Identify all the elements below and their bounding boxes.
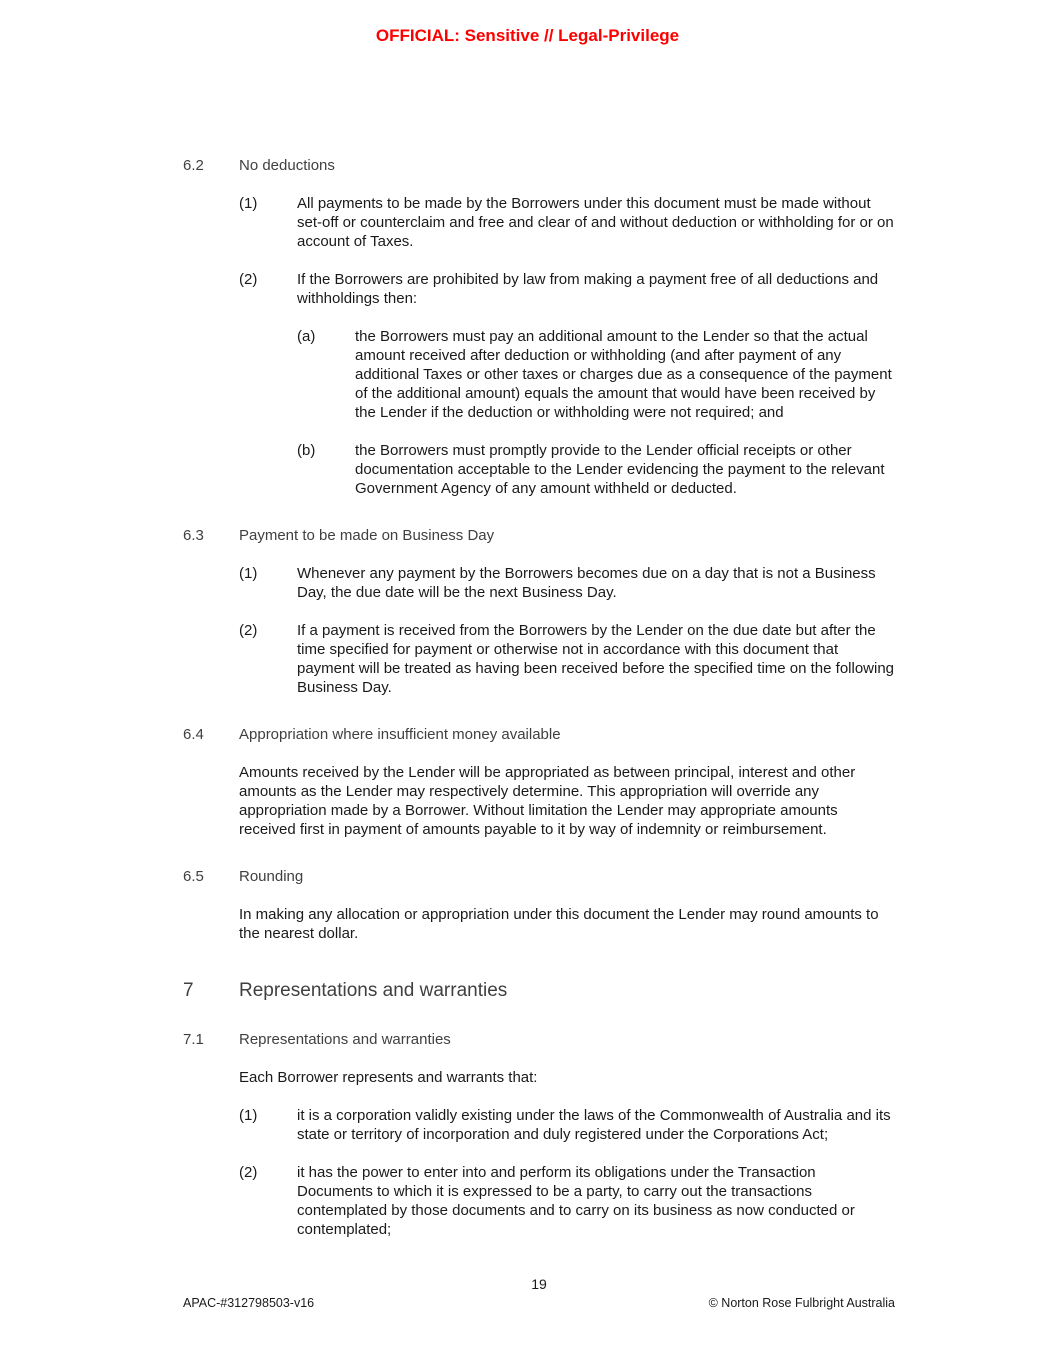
- clause-text: If the Borrowers are prohibited by law from making a payment free of all deductions and withholdings then:: [297, 271, 879, 307]
- clause-number: (2): [239, 622, 258, 639]
- section-heading-6-4: [183, 725, 895, 744]
- clause-number: (1): [239, 565, 258, 582]
- clause-6-2-1: [239, 194, 895, 251]
- clause-6-3-2: [239, 621, 895, 697]
- section-number: 6.3: [183, 527, 204, 544]
- section-number: 6.4: [183, 726, 204, 743]
- section-title: No deductions: [239, 157, 335, 174]
- section-heading-6-5: [183, 867, 895, 886]
- page-number: 19: [531, 1276, 547, 1292]
- clause-6-5-body: In making any allocation or appropriation under this document the Lender may round amounts to the nearest dollar.: [239, 906, 879, 942]
- section-number: 7: [183, 980, 194, 1001]
- clause-number: (a): [297, 328, 316, 345]
- clause-number: (1): [239, 1107, 258, 1124]
- clause-text: the Borrowers must pay an additional amount to the Lender so that the actual amount received after deduction or withholding (and after payment of any additional Taxes or other taxes or charges due as a consequence of the payment of the additional amount) equals the amount that would have been received by the Lender if the deduction or withholding were not required; and: [355, 328, 892, 421]
- section-heading-6-3: [183, 526, 895, 545]
- clause-text: All payments to be made by the Borrowers under this document must be made without set-off or counterclaim and free and clear of and without deduction or withholding for or on account of Taxes.: [297, 195, 894, 250]
- section-title: Appropriation where insufficient money available: [239, 726, 561, 743]
- section-title: Payment to be made on Business Day: [239, 527, 495, 544]
- clause-number: (b): [297, 442, 316, 459]
- section-heading-7-1: [183, 1030, 895, 1049]
- document-reference: APAC-#312798503-v16: [183, 1296, 315, 1310]
- clause-7-1-2: [239, 1163, 895, 1239]
- document-content: [183, 156, 895, 1258]
- clause-text: it is a corporation validly existing under the laws of the Commonwealth of Australia and its state or territory of incorporation and duly registered under the Corporations Act;: [297, 1107, 891, 1143]
- section-heading-7: [183, 979, 895, 1002]
- section-heading-6-2: [183, 156, 895, 175]
- clause-6-2-2: [239, 270, 895, 308]
- section-number: 6.5: [183, 868, 204, 885]
- clause-7-1-intro: Each Borrower represents and warrants that:: [239, 1069, 538, 1086]
- page-footer: [183, 1276, 895, 1310]
- clause-number: (2): [239, 1164, 258, 1181]
- clause-6-2-2-a: [297, 327, 895, 422]
- clause-number: (2): [239, 271, 258, 288]
- classification-banner: OFFICIAL: Sensitive // Legal-Privilege: [375, 26, 680, 45]
- clause-text: the Borrowers must promptly provide to the Lender official receipts or other documentation acceptable to the Lender evidencing the payment to the relevant Government Agency of any amount withheld or deducted.: [355, 442, 885, 497]
- section-number: 7.1: [183, 1031, 204, 1048]
- clause-text: If a payment is received from the Borrowers by the Lender on the due date but after the time specified for payment or otherwise not in accordance with this document that payment will be treated as having been received before the specified time on the following Business Day.: [297, 622, 895, 696]
- section-title: Representations and warranties: [239, 1031, 451, 1048]
- section-title: Rounding: [239, 868, 304, 885]
- footer-row: [183, 1296, 895, 1310]
- clause-6-3-1: [239, 564, 895, 602]
- clause-6-4-body: Amounts received by the Lender will be appropriated as between principal, interest and other amounts as the Lender may respectively determine. This appropriation will override any appropriation made by a Borrower. Without limitation the Lender may appropriate amounts received first in payment of amounts payable to it by way of indemnity or reimbursement.: [239, 764, 856, 838]
- section-title: Representations and warranties: [239, 980, 508, 1001]
- clause-6-2-2-b: [297, 441, 895, 498]
- clause-7-1-1: [239, 1106, 895, 1144]
- clause-text: it has the power to enter into and perform its obligations under the Transaction Documents to which it is expressed to be a party, to carry out the transactions contemplated by those documents and to carry on its business as now conducted or contemplated;: [297, 1164, 855, 1238]
- clause-number: (1): [239, 195, 258, 212]
- copyright-notice: © Norton Rose Fulbright Australia: [708, 1296, 895, 1310]
- section-number: 6.2: [183, 157, 204, 174]
- clause-text: Whenever any payment by the Borrowers becomes due on a day that is not a Business Day, the due date will be the next Business Day.: [297, 565, 876, 601]
